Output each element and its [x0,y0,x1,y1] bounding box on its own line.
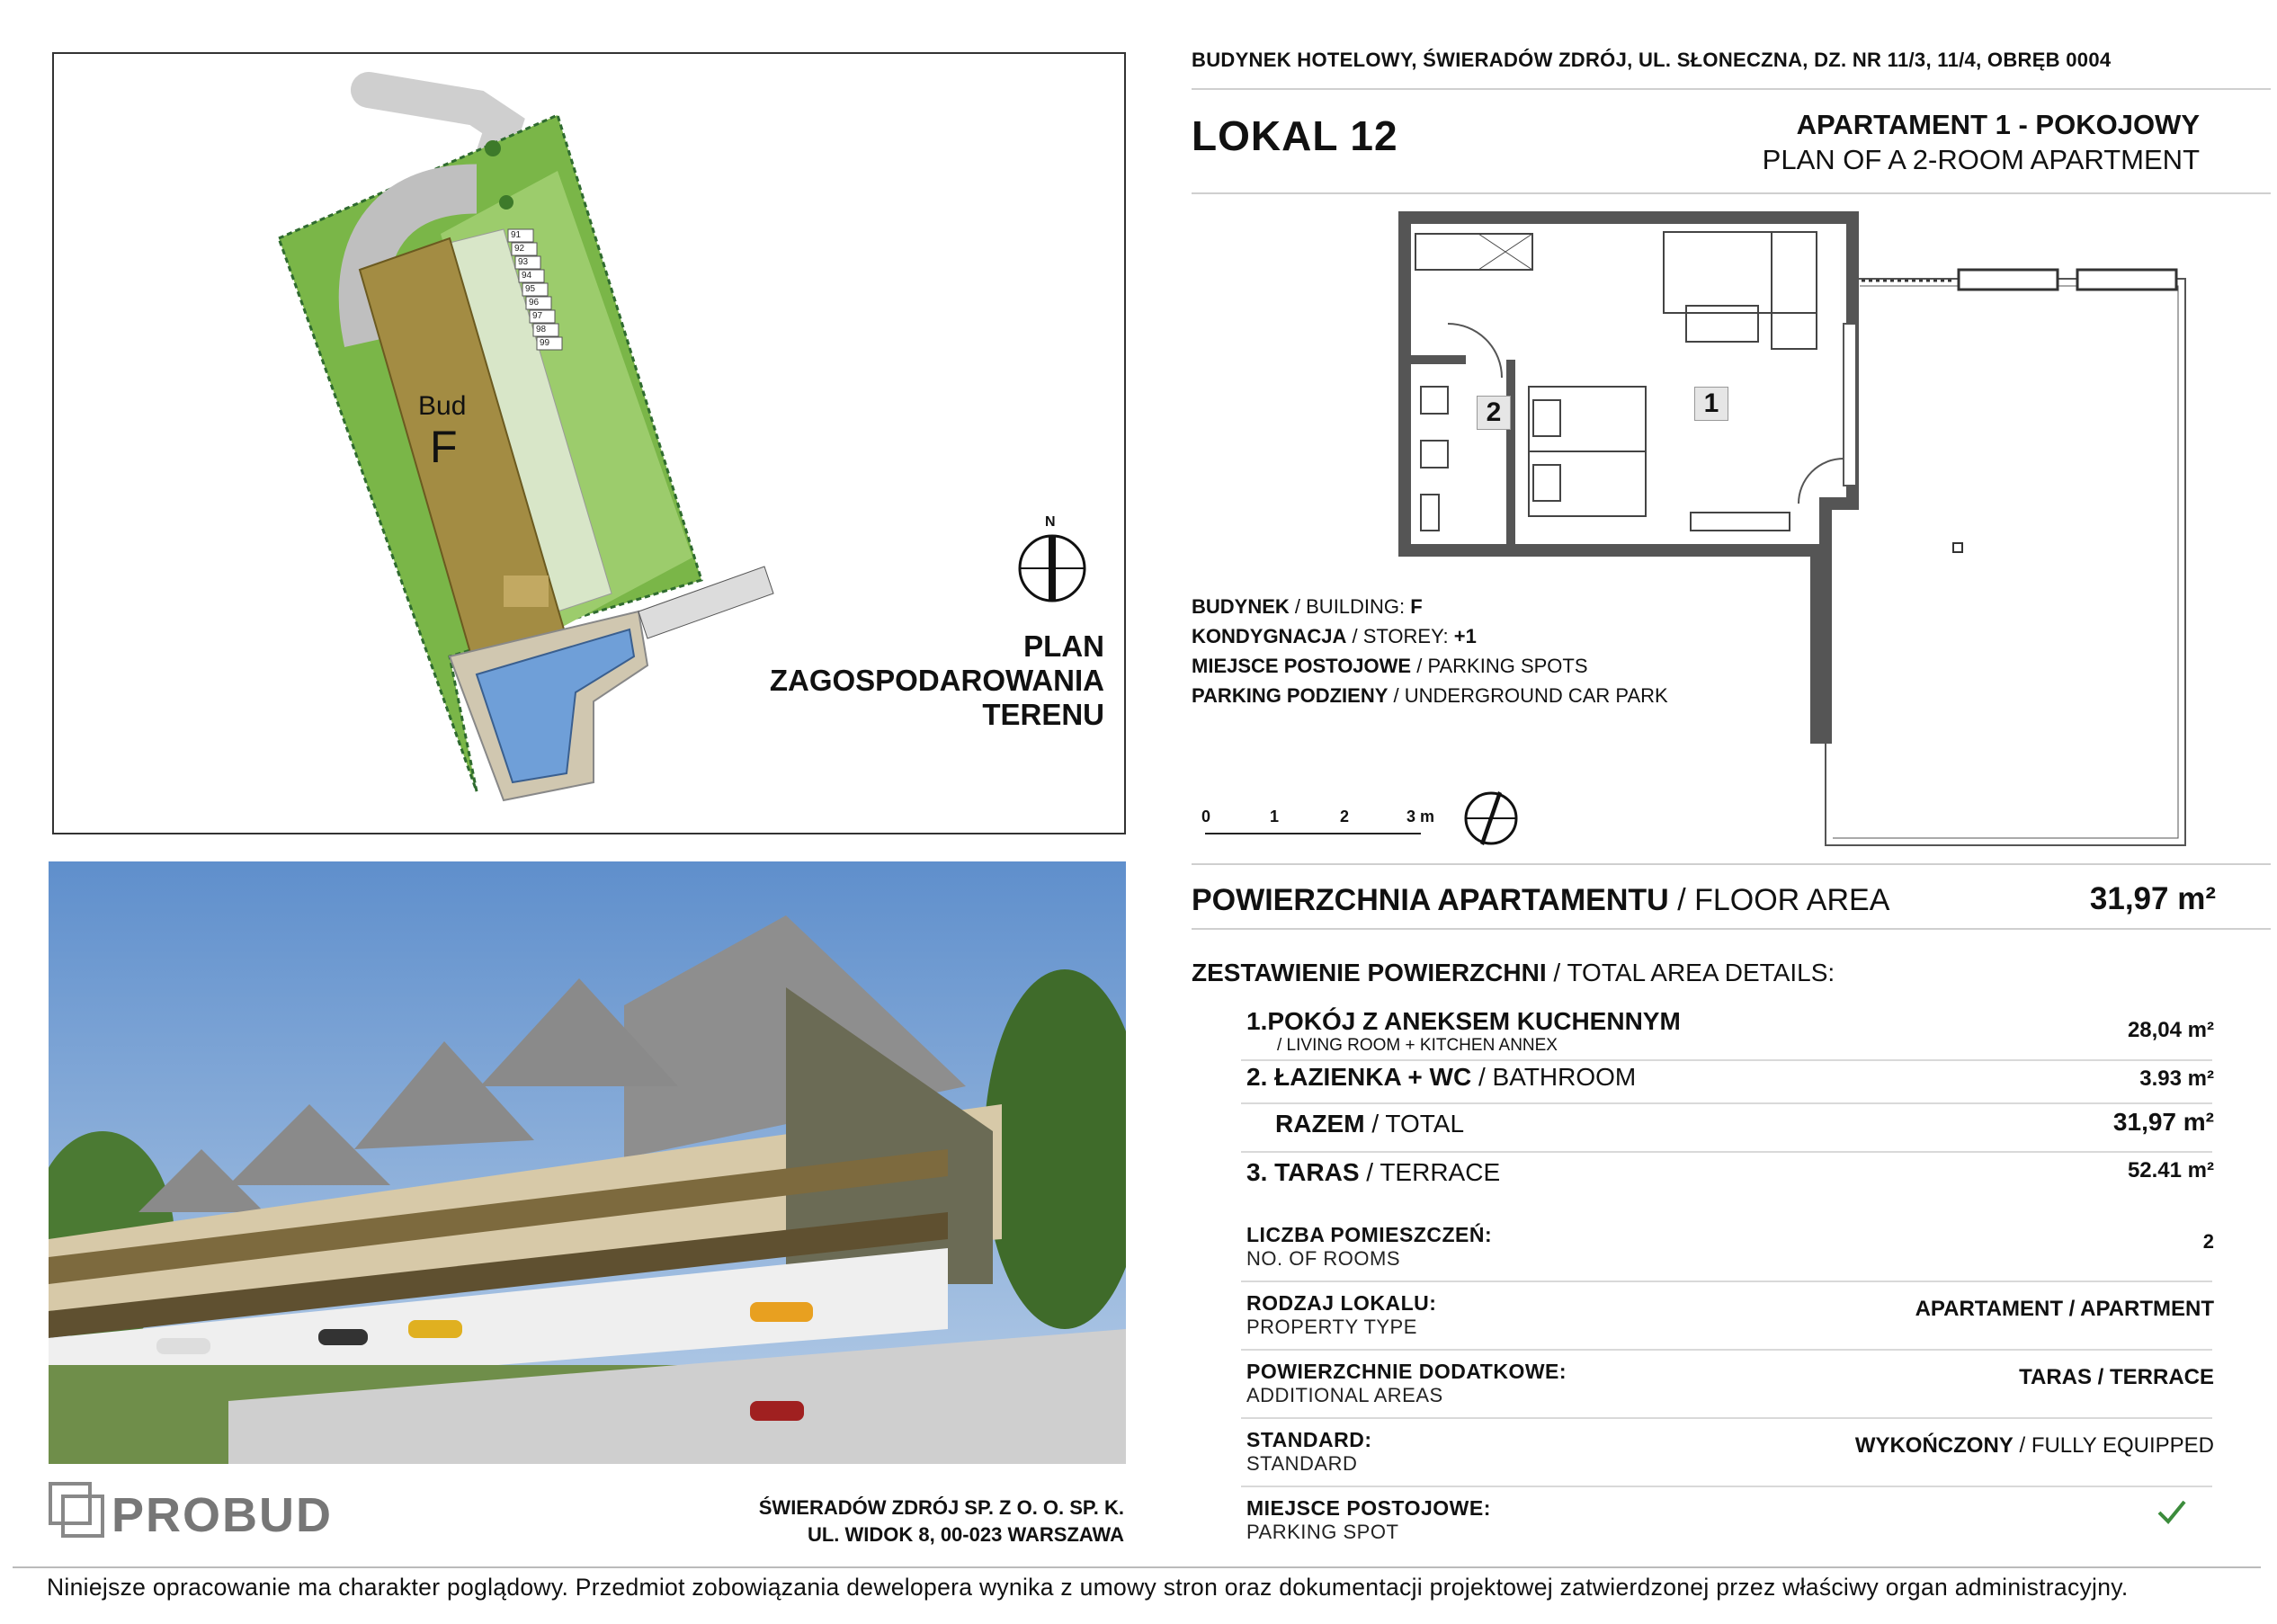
company-address: UL. WIDOK 8, 00-023 WARSZAWA [807,1523,1124,1546]
room-1-number: 1 [1694,387,1728,421]
floor-area-value: 31,97 m² [2089,881,2216,916]
parking-number: 91 [511,230,522,240]
detail-sublabel: PARKING SPOT [1246,1521,1399,1543]
terrace-label: 3. TARAS / TERRACE [1246,1158,1501,1186]
logo-mark-icon [49,1482,112,1545]
total-value: 31,97 m² [2112,1108,2214,1136]
parking-number: 94 [522,271,532,281]
terrace-value: 52.41 m² [2127,1158,2214,1182]
parking-number: 96 [529,298,540,308]
parking-number: 93 [518,257,529,267]
site-plan-panel [52,52,1126,834]
parking-number: 98 [536,325,547,335]
detail-sublabel: STANDARD [1246,1452,1358,1475]
detail-value: APARTAMENT / APARTMENT [1915,1297,2214,1321]
detail-label: STANDARD: [1246,1428,1372,1451]
site-plan-title [770,629,1104,732]
check-icon [2156,1498,2187,1525]
building-info-row: KONDYGNACJA / STOREY: +1 [1192,625,1477,647]
scale-bar [1196,808,1457,843]
room1-value: 28,04 m² [2127,1018,2214,1042]
building-info [1192,592,1668,710]
north-arrow-icon [1016,514,1088,604]
detail-label: RODZAJ LOKALU: [1246,1291,1437,1315]
detail-sublabel: NO. OF ROOMS [1246,1247,1400,1270]
probud-logo [49,1482,444,1545]
building-info-row: MIEJSCE POSTOJOWE / PARKING SPOTS [1192,655,1588,677]
detail-value: WYKOŃCZONY / FULLY EQUIPPED [1854,1433,2214,1458]
site-plan-title-line: PLAN [1023,629,1104,663]
detail-row-type [1246,1291,2214,1345]
room2-label: 2. ŁAZIENKA + WC / BATHROOM [1246,1063,1637,1091]
apartment-title: APARTAMENT 1 - POKOJOWY [1796,109,2200,140]
room1-label: 1.POKÓJ Z ANEKSEM KUCHENNYM [1246,1007,1681,1035]
detail-label: MIEJSCE POSTOJOWE: [1246,1496,1491,1520]
disclaimer: Niniejsze opracowanie ma charakter poglądowy. Przedmiot zobowiązania dewelopera wynika z umowy stron oraz dokumentacji projektowej zatwierdzonej przez właściwy organ administracyjny. [47,1574,2129,1601]
detail-label: LICZBA POMIESZCZEŃ: [1246,1223,1493,1246]
building-rendering [49,861,1126,1464]
north-arrow-icon [1462,790,1520,847]
floor-plan [1394,207,2221,854]
room-2-number: 2 [1477,396,1511,430]
parking-number: 99 [540,338,550,348]
area-details-title: ZESTAWIENIE POWIERZCHNI / TOTAL AREA DETAILS: [1192,959,1835,986]
detail-value: TARAS / TERRACE [2019,1365,2214,1389]
building-letter: F [430,422,458,472]
company-name: ŚWIERADÓW ZDRÓJ SP. Z O. O. SP. K. [758,1496,1124,1519]
scale-tick-label: 1 [1270,808,1280,825]
parking-number: 97 [532,311,543,321]
room1-sublabel: / LIVING ROOM + KITCHEN ANNEX [1277,1036,1558,1055]
north-label: N [1045,514,1056,530]
address-line: BUDYNEK HOTELOWY, ŚWIERADÓW ZDRÓJ, UL. SŁONECZNA, DZ. NR 11/3, 11/4, OBRĘB 0004 [1192,49,2112,71]
logo-text: PROBUD [112,1488,334,1542]
detail-sublabel: PROPERTY TYPE [1246,1316,1417,1338]
unit-title: LOKAL 12 [1192,112,1398,159]
building-info-row: PARKING PODZIENY / UNDERGROUND CAR PARK [1192,684,1668,707]
detail-sublabel: ADDITIONAL AREAS [1246,1384,1443,1406]
room2-value: 3.93 m² [2139,1066,2214,1091]
scale-tick-label: 3 m [1406,808,1435,825]
site-plan-title-line: ZAGOSPODAROWANIA [769,664,1104,697]
detail-row-standard [1246,1428,2214,1482]
total-label: RAZEM / TOTAL [1275,1110,1465,1138]
site-plan-title-line: TERENU [982,698,1104,731]
detail-row-parking [1246,1496,2214,1550]
parking-number: 92 [514,244,525,254]
building-label: Bud [418,391,467,421]
building-info-row: BUDYNEK / BUILDING: F [1192,595,1423,618]
scale-tick-label: 0 [1201,808,1211,825]
detail-value: 2 [2202,1230,2214,1253]
parking-number: 95 [525,284,536,294]
parking-number-list [426,228,550,354]
detail-label: POWIERZCHNIE DODATKOWE: [1246,1360,1567,1383]
scale-tick-label: 2 [1340,808,1350,825]
detail-row-additional [1246,1360,2214,1414]
floor-area-label: POWIERZCHNIA APARTAMENTU / FLOOR AREA [1192,883,1890,917]
detail-row-rooms [1246,1223,2214,1277]
company-info [759,1495,1124,1548]
apartment-subtitle: PLAN OF A 2-ROOM APARTMENT [1762,144,2200,175]
